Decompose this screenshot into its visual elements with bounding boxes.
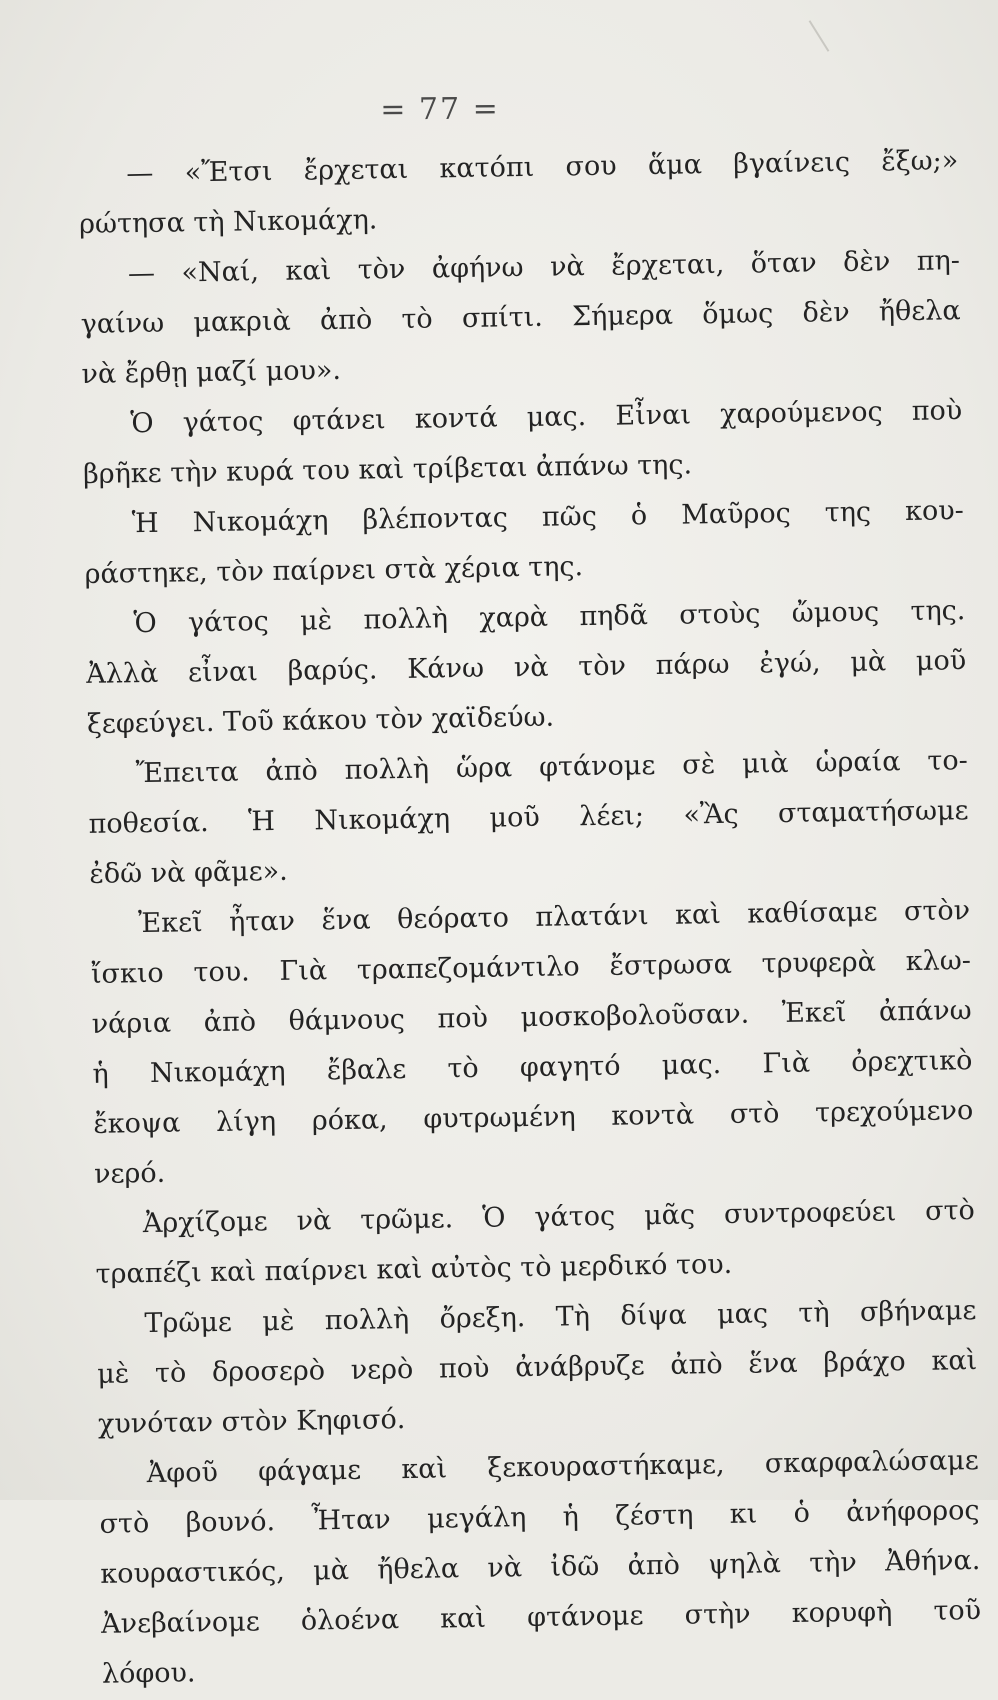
text-line: Ἐκεῖ ἦταν ἕνα θεόρατο πλατάνι καὶ καθίσαμε στὸν [137, 895, 971, 940]
text-line: μὲ τὸ δροσερὸ νερὸ ποὺ ἀνάβρυζε ἀπὸ ἕνα βράχο καὶ [96, 1345, 978, 1390]
text-line: — «Ἔτσι ἔρχεται κατόπι σου ἅμα βγαίνεις ἔξω;» [126, 145, 959, 190]
text-line: ἐδῶ νὰ φᾶμε». [89, 855, 288, 890]
text-line: νάρια ἀπὸ θάμνους ποὺ μοσκοβολοῦσαν. Ἐκεῖ ἀπάνω [91, 995, 972, 1040]
text-line: τραπέζι καὶ παίρνει καὶ αὐτὸς τὸ μερδικό του. [95, 1248, 733, 1290]
text-line: βρῆκε τὴν κυρά του καὶ τρίβεται ἀπάνω της. [82, 449, 693, 490]
text-line: Ἀνεβαίνομε ὁλοένα καὶ φτάνομε στὴν κορυφὴ τοῦ [100, 1594, 982, 1640]
text-line: ράστηκε, τὸν παίρνει στὰ χέρια της. [84, 551, 584, 590]
text-line: Τρῶμε μὲ πολλὴ ὄρεξη. Τὴ δίψα μας τὴ σβήναμε [144, 1295, 977, 1340]
paper-crease-mark [809, 20, 830, 52]
text-line: Ὁ γάτος φτάνει κοντά μας. Εἶναι χαρούμενος ποὺ [130, 395, 963, 440]
text-line: λόφου. [101, 1657, 196, 1690]
text-line: ἴσκιο του. Γιὰ τραπεζομάντιλο ἔστρωσα τρυφερὰ κλω- [90, 945, 972, 990]
text-line: νὰ ἔρθῃ μαζί μου». [81, 354, 342, 390]
text-line: Ἀφοῦ φάγαμε καὶ ξεκουραστήκαμε, σκαρφαλώσαμε [146, 1445, 979, 1490]
text-line: ἡ Νικομάχη ἔβαλε τὸ φαγητό μας. Γιὰ ὀρεχτικὸ [92, 1045, 973, 1090]
text-line: Ἀρχίζομε νὰ τρῶμε. Ὁ γάτος μᾶς συντροφεύει στὸ [142, 1195, 976, 1240]
text-line: χυνόταν στὸν Κηφισό. [97, 1404, 406, 1440]
text-line: ποθεσία. Ἡ Νικομάχη μοῦ λέει; «Ἂς σταματήσωμε [88, 795, 969, 840]
text-line: κουραστικός, μὰ ἤθελα νὰ ἰδῶ ἀπὸ ψηλὰ τὴν Ἀθήνα. [100, 1545, 981, 1590]
page-number: = 77 = [380, 91, 500, 128]
text-line: Ὁ γάτος μὲ πολλὴ χαρὰ πηδᾶ στοὺς ὤμους της. [133, 595, 966, 640]
text-line: στὸ βουνό. Ἦταν μεγάλη ἡ ζέστη κι ὁ ἀνήφορος [99, 1495, 980, 1540]
text-line: ρώτησα τὴ Νικομάχη. [78, 204, 378, 240]
text-line: Ἡ Νικομάχη βλέποντας πῶς ὁ Μαῦρος της κου- [131, 495, 965, 540]
text-line: Ἔπειτα ἀπὸ πολλὴ ὥρα φτάνομε σὲ μιὰ ὡραία το- [135, 745, 968, 790]
text-line: γαίνω μακριὰ ἀπὸ τὸ σπίτι. Σήμερα ὅμως δὲν ἤθελα [80, 295, 961, 340]
text-line: — «Ναί, καὶ τὸν ἀφήνω νὰ ἔρχεται, ὅταν δὲν πη- [127, 245, 961, 290]
text-line: ξεφεύγει. Τοῦ κάκου τὸν χαϊδεύω. [86, 701, 555, 740]
text-line: ἔκοψα λίγη ρόκα, φυτρωμένη κοντὰ στὸ τρεχούμενο [93, 1095, 974, 1140]
text-line: Ἀλλὰ εἶναι βαρύς. Κάνω νὰ τὸν πάρω ἐγώ, μὰ μοῦ [85, 645, 967, 690]
text-line: νερό. [93, 1157, 166, 1190]
body-text [78, 136, 982, 1700]
